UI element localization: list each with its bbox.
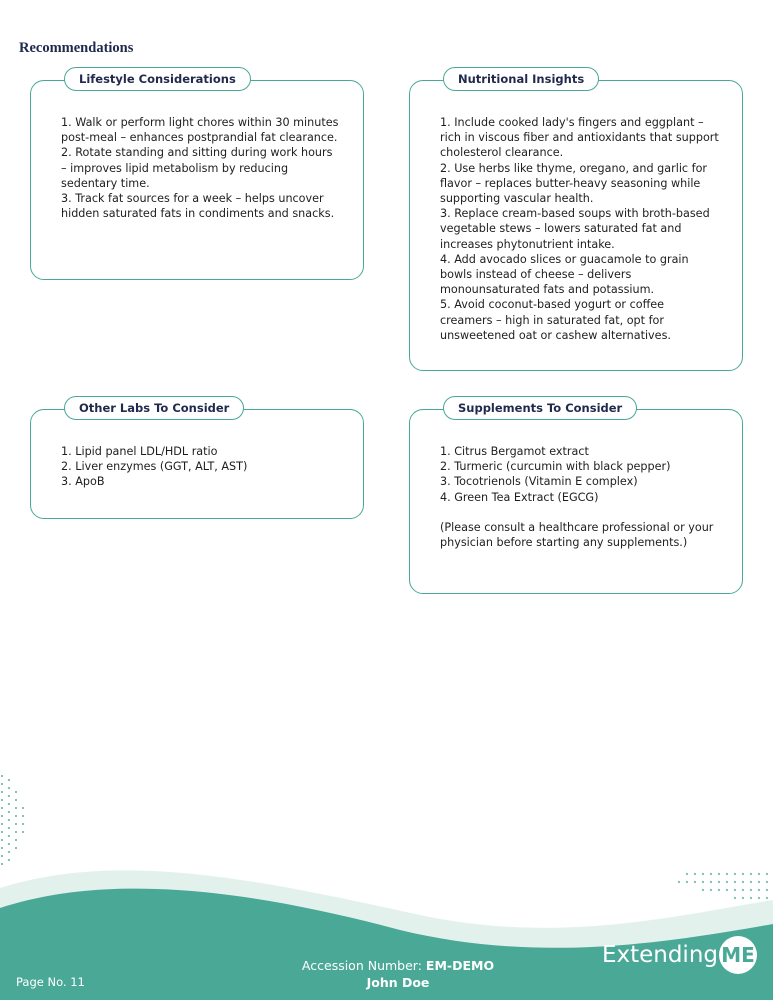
footer: [0, 860, 773, 1000]
list-item: 2. Use herbs like thyme, oregano, and garlic for flavor – replaces butter-heavy seasoning while supporting vascular health.: [440, 161, 708, 206]
list-item: 3. Track fat sources for a week – helps uncover hidden saturated fats in condiments and snacks.: [61, 192, 335, 221]
accession-label: Accession Number:: [301, 958, 422, 973]
list-item: 2. Turmeric (curcumin with black pepper): [440, 460, 671, 474]
page-number: Page No. 11: [16, 975, 85, 989]
extendingme-logo: [602, 936, 757, 974]
list-item: 1. Citrus Bergamot extract: [440, 445, 589, 458]
lifestyle-card-title: Lifestyle Considerations: [64, 67, 251, 91]
list-item: 3. Replace cream-based soups with broth-based vegetable stews – lowers saturated fat and increases phytonutrient intake.: [440, 207, 710, 251]
logo-text: Extending: [601, 942, 718, 968]
nutrition-list: [440, 115, 720, 343]
lifestyle-card: [30, 72, 364, 280]
lifestyle-list: [61, 115, 341, 221]
list-item: 1. Walk or perform light chores within 30 minutes post-meal – enhances postprandial fat clearance.: [61, 116, 339, 145]
list-item: 4. Green Tea Extract (EGCG): [440, 490, 599, 504]
logo-badge: ME: [719, 936, 757, 974]
list-item: 3. ApoB: [61, 475, 105, 489]
supplements-list: [440, 444, 720, 550]
list-item: 3. Tocotrienols (Vitamin E complex): [440, 475, 638, 489]
list-item: 1. Lipid panel LDL/HDL ratio: [61, 445, 218, 458]
list-item: 5. Avoid coconut-based yogurt or coffee creamers – high in saturated fat, opt for unsweetened oat or cashew alternatives.: [440, 298, 671, 342]
nutrition-card-title: Nutritional Insights: [443, 67, 599, 91]
nutrition-card: [409, 72, 743, 371]
labs-card-title: Other Labs To Consider: [64, 396, 244, 420]
list-item: 1. Include cooked lady's fingers and eggplant – rich in viscous fiber and antioxidants that support cholesterol clearance.: [440, 116, 719, 160]
list-item: 4. Add avocado slices or guacamole to grain bowls instead of cheese – delivers monounsaturated fats and potassium.: [440, 252, 689, 297]
supplements-card-title: Supplements To Consider: [443, 396, 637, 420]
supplements-card: [409, 401, 743, 594]
supplements-disclaimer: (Please consult a healthcare professional or your physician before starting any supplements.): [440, 520, 714, 550]
labs-list: [61, 444, 341, 490]
list-item: 2. Liver enzymes (GGT, ALT, AST): [61, 460, 248, 474]
labs-card: [30, 401, 364, 519]
page-title: Recommendations: [19, 40, 134, 56]
list-item: 2. Rotate standing and sitting during work hours – improves lipid metabolism by reducing sedentary time.: [61, 146, 333, 190]
accession-value: EM-DEMO: [425, 958, 495, 973]
patient-name: John Doe: [366, 975, 430, 990]
